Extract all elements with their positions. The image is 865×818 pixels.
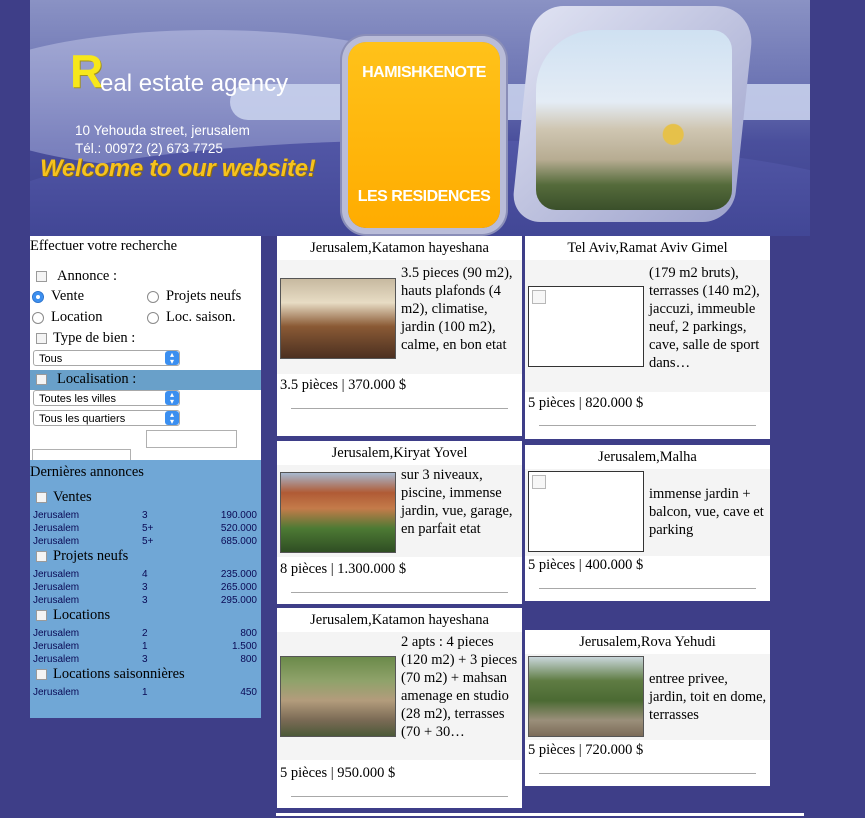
section-locations (36, 607, 110, 624)
listing-price[interactable]: 295.000 (220, 595, 257, 606)
radio-location[interactable] (32, 309, 103, 326)
listing-rooms[interactable]: 1 (142, 641, 148, 652)
listing-row[interactable] (33, 641, 257, 654)
listing-price[interactable]: 235.000 (220, 569, 257, 580)
search-button-image[interactable] (146, 430, 237, 448)
card-divider (539, 588, 756, 589)
projets-checkbox[interactable] (36, 551, 47, 562)
radio-vente-button[interactable] (32, 291, 44, 303)
radio-loc-saison[interactable] (147, 309, 236, 326)
select-arrows-icon: ▴ ▾ (165, 391, 179, 405)
card-divider (539, 425, 756, 426)
property-title[interactable]: Jerusalem,Malha (598, 449, 697, 465)
property-photo[interactable] (528, 286, 644, 367)
property-summary: 5 pièces | 720.000 $ (528, 742, 644, 758)
type-label: Type de bien : (53, 330, 136, 346)
listing-row[interactable] (33, 569, 257, 582)
property-card[interactable] (525, 630, 770, 786)
city-select[interactable] (33, 390, 180, 406)
section-locations-saisonnieres (36, 666, 185, 683)
listing-price[interactable]: 265.000 (220, 582, 257, 593)
listing-city[interactable]: Jerusalem (33, 536, 80, 547)
listing-rooms[interactable]: 4 (142, 569, 148, 580)
property-card[interactable] (277, 236, 522, 436)
section-label: Locations (53, 607, 111, 623)
property-description: sur 3 niveaux, piscine, immense jardin, vue, garage, en parfait etat (401, 467, 513, 537)
listing-rooms[interactable]: 5+ (142, 523, 154, 534)
section-label: Ventes (53, 489, 92, 505)
property-card[interactable] (277, 608, 522, 808)
brand-initial: R (70, 45, 104, 97)
listing-price[interactable]: 450 (240, 687, 257, 698)
card-divider (291, 408, 508, 409)
property-title[interactable]: Jerusalem,Katamon hayeshana (310, 240, 489, 256)
brand-name: eal estate agency (100, 70, 289, 97)
property-card[interactable] (525, 236, 770, 439)
property-title[interactable]: Jerusalem,Rova Yehudi (579, 634, 716, 650)
listing-price[interactable]: 1.500 (231, 641, 257, 652)
property-title[interactable]: Tel Aviv,Ramat Aviv Gimel (567, 240, 728, 256)
listing-price[interactable]: 800 (240, 628, 257, 639)
radio-vente-label: Vente (51, 288, 85, 304)
type-row (36, 330, 135, 347)
address-street: 10 Yehouda street, jerusalem (75, 123, 250, 138)
section-label: Projets neufs (53, 548, 129, 564)
section-projets-neufs (36, 548, 128, 565)
listing-price[interactable]: 190.000 (220, 510, 257, 521)
district-select-value: Tous les quartiers (39, 413, 126, 425)
select-arrows-icon: ▴ ▾ (165, 351, 179, 365)
listing-city[interactable]: Jerusalem (33, 582, 80, 593)
type-checkbox[interactable] (36, 333, 47, 344)
section-ventes (36, 489, 92, 506)
listing-rooms[interactable]: 1 (142, 687, 148, 698)
listing-rooms[interactable]: 3 (142, 595, 148, 606)
search-panel (30, 236, 261, 460)
footer-bar (276, 813, 804, 816)
saison-checkbox[interactable] (36, 669, 47, 680)
logo-box-bottom-text: LES RESIDENCES (357, 188, 491, 205)
radio-projets-button[interactable] (147, 291, 159, 303)
listing-city[interactable]: Jerusalem (33, 687, 80, 698)
city-select-value: Toutes les villes (39, 393, 117, 405)
property-photo[interactable] (280, 278, 396, 359)
ventes-checkbox[interactable] (36, 492, 47, 503)
card-divider (291, 796, 508, 797)
property-card[interactable] (277, 441, 522, 604)
section-label: Locations saisonnières (53, 666, 185, 682)
property-photo[interactable] (528, 656, 644, 737)
listing-city[interactable]: Jerusalem (33, 569, 80, 580)
card-divider (291, 592, 508, 593)
jerusalem-photo (536, 30, 732, 210)
property-summary: 5 pièces | 820.000 $ (528, 395, 644, 411)
select-arrows-icon: ▴ ▾ (165, 411, 179, 425)
listing-price[interactable]: 685.000 (220, 536, 257, 547)
locations-checkbox[interactable] (36, 610, 47, 621)
property-description: (179 m2 bruts), terrasses (140 m2), jaccuzi, immeuble neuf, 2 parkings, cave, salle de sport dans… (649, 265, 760, 371)
listing-city[interactable]: Jerusalem (33, 628, 80, 639)
radio-projets-neufs[interactable] (147, 288, 241, 305)
localisation-row (36, 371, 136, 388)
address-phone: Tél.: 00972 (2) 673 7725 (75, 141, 223, 156)
radio-projets-label: Projets neufs (166, 288, 242, 304)
annonce-checkbox[interactable] (36, 271, 47, 282)
agency-address (75, 122, 250, 158)
property-description: immense jardin + balcon, vue, cave et parking (649, 486, 764, 538)
listing-city[interactable]: Jerusalem (33, 595, 80, 606)
district-select[interactable] (33, 410, 180, 426)
header-banner (30, 0, 810, 236)
property-summary: 8 pièces | 1.300.000 $ (280, 561, 407, 577)
radio-loc-saison-label: Loc. saison. (166, 309, 236, 325)
property-summary: 5 pièces | 400.000 $ (528, 557, 644, 573)
listing-rooms[interactable]: 3 (142, 510, 148, 521)
welcome-text: Welcome to our website! (40, 155, 316, 182)
card-divider (539, 773, 756, 774)
latest-listings-title: Dernières annonces (30, 464, 144, 480)
listing-rooms[interactable]: 3 (142, 654, 148, 665)
residences-logo-box (348, 42, 500, 228)
listing-price[interactable]: 520.000 (220, 523, 257, 534)
annonce-row (36, 268, 117, 285)
listing-city[interactable]: Jerusalem (33, 523, 80, 534)
listing-city[interactable]: Jerusalem (33, 654, 80, 665)
logo-box-top-text: HAMISHKENOTE (362, 64, 486, 81)
property-photo[interactable] (280, 472, 396, 553)
listing-row[interactable] (33, 523, 257, 536)
property-summary: 3.5 pièces | 370.000 $ (280, 377, 407, 393)
listing-row[interactable] (33, 582, 257, 595)
property-title[interactable]: Jerusalem,Katamon hayeshana (310, 612, 489, 628)
property-description: entree privee, jardin, toit en dome, terrasses (649, 671, 767, 723)
localisation-checkbox[interactable] (36, 374, 47, 385)
listing-city[interactable]: Jerusalem (33, 641, 80, 652)
latest-listings-panel (30, 460, 261, 718)
listing-city[interactable]: Jerusalem (33, 510, 80, 521)
type-select-value: Tous (39, 353, 63, 365)
listing-row[interactable] (33, 628, 257, 641)
localisation-label: Localisation : (57, 371, 137, 387)
search-title: Effectuer votre recherche (30, 238, 178, 254)
radio-location-label: Location (51, 309, 103, 325)
property-title[interactable]: Jerusalem,Kiryat Yovel (331, 445, 468, 461)
radio-vente[interactable] (32, 288, 84, 305)
listing-row[interactable] (33, 510, 257, 523)
listing-rooms[interactable]: 5+ (142, 536, 154, 547)
property-photo[interactable] (280, 656, 396, 737)
listing-rooms[interactable]: 2 (142, 628, 148, 639)
property-description: 3.5 pieces (90 m2), hauts plafonds (4 m2), climatise, jardin (100 m2), calme, en bon etat (401, 265, 513, 353)
listing-price[interactable]: 800 (240, 654, 257, 665)
radio-loc-saison-button[interactable] (147, 312, 159, 324)
annonce-label: Annonce : (57, 268, 117, 284)
listing-rooms[interactable]: 3 (142, 582, 148, 593)
property-photo[interactable] (528, 471, 644, 552)
property-description: 2 apts : 4 pieces (120 m2) + 3 pieces (70 m2) + mahsan amenage en studio (28 m2), terrasses (70 + 30… (401, 634, 518, 740)
listing-row[interactable] (33, 687, 257, 700)
type-select[interactable] (33, 350, 180, 366)
property-card[interactable] (525, 445, 770, 601)
property-summary: 5 pièces | 950.000 $ (280, 765, 396, 781)
radio-location-button[interactable] (32, 312, 44, 324)
